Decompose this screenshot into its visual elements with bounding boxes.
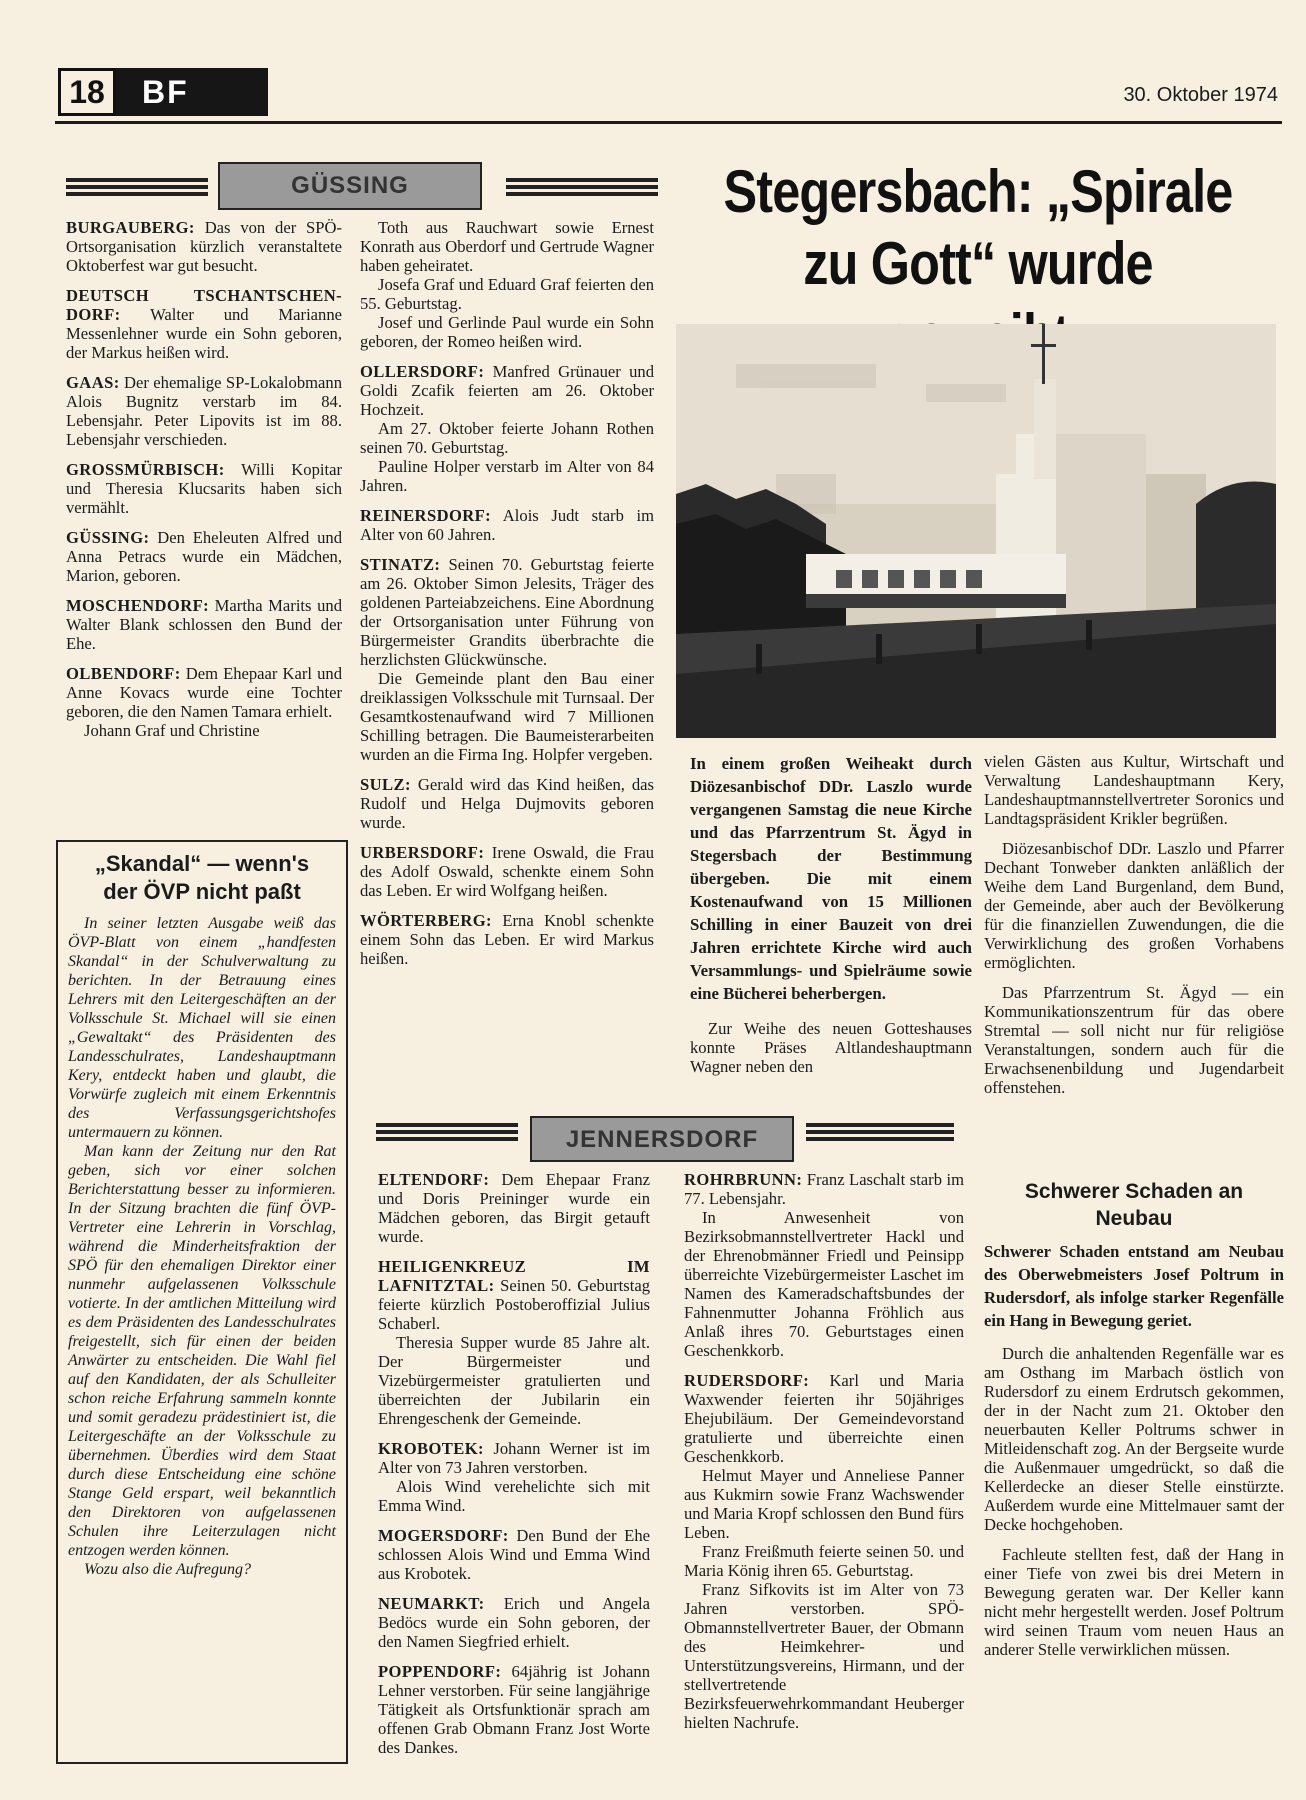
news-item-text: Manfred Grünauer und Goldi Zcafik feierten am 26. Oktober Hochzeit. <box>360 362 654 419</box>
news-item <box>66 286 342 362</box>
news-item-text: Josefa Graf und Eduard Graf feierten den 55. Geburtstag. <box>360 275 654 313</box>
main-article-paragraph: Das Pfarrzentrum St. Ägyd — ein Kommunikationszentrum für das obere Stremtal — soll nicht nur für religiöse Veranstaltungen, sondern auch für die Erwachsenenbildung und Jugendarbeit offenstehen. <box>984 983 1284 1097</box>
news-item-text: Seinen 70. Geburtstag feierte am 26. Oktober Simon Jelesits, Träger des goldenen Parteiabzeichens. Eine Abordnung der Ortsorganisation unter Führung von Bürgermeister Grandits überbrachte die herzlichsten Glückwünsche. <box>360 555 654 669</box>
damage-article-lead: Schwerer Schaden entstand am Neubau des Oberwebmeisters Josef Poltrum in Rudersdorf, als infolge starker Regenfälle ein Hang in Bewegung geriet. <box>984 1242 1284 1330</box>
news-item <box>66 218 342 275</box>
news-item <box>66 664 342 721</box>
news-item-place: POPPENDORF: <box>378 1662 502 1681</box>
main-article-right-column <box>984 752 1284 1108</box>
news-item-place: WÖRTERBERG: <box>360 911 492 930</box>
news-column-jennersdorf-1 <box>378 1170 650 1760</box>
news-item-text: Helmut Mayer und Anneliese Panner aus Kukmirn sowie Franz Wachswender und Maria Kropf schlossen den Bund fürs Leben. <box>684 1466 964 1542</box>
news-item <box>360 419 654 457</box>
news-item-text: Dem Ehepaar Karl und Anne Kovacs wurde eine Tochter geboren, die den Namen Tamara erhielt. <box>66 664 342 721</box>
news-item-place: GAAS: <box>66 373 120 392</box>
news-item-place: KROBOTEK: <box>378 1439 484 1458</box>
news-item <box>360 275 654 313</box>
damage-article-paragraph: Durch die anhaltenden Regenfälle war es am Osthang im Marbach östlich von Rudersdorf zu einem Erdrutsch gekommen, der in der Nacht zum 21. Oktober den neuerbauten Keller Poltrums schwer in Mitleidenschaft zog. An der Bergseite wurde die Außenmauer umgedrückt, so daß die Kellerdecke an dieser Stelle einstürzte. Außerdem wurde eine Mittelmauer samt der Decke hochgehoben. <box>984 1344 1284 1534</box>
issue-date: 30. Oktober 1974 <box>1123 84 1278 106</box>
news-item <box>360 669 654 764</box>
news-item-place: DEUTSCH TSCHANTSCHEN-DORF: <box>66 286 342 324</box>
news-item-text: Karl und Maria Waxwender feierten ihr 50jähriges Ehejubiläum. Der Gemeindevorstand gratulierte und überreichte einen Geschenkkorb. <box>684 1371 964 1466</box>
news-item-text: 64jährig ist Johann Lehner verstorben. Für seine langjährige Tätigkeit als Ortsfunktionär sprach am offenen Grab Obmann Franz Jost Worte des Dankes. <box>378 1662 650 1757</box>
section-label-jennersdorf: JENNERSDORF <box>530 1116 794 1162</box>
news-item <box>66 460 342 517</box>
news-item <box>684 1371 964 1466</box>
news-item-text: Gerald wird das Kind heißen, das Rudolf und Helga Dujmovits geboren wurde. <box>360 775 654 832</box>
news-item <box>66 373 342 449</box>
news-item-text: Franz Freißmuth feierte seinen 50. und Maria König ihren 65. Geburtstag. <box>684 1542 964 1580</box>
page-number-bar <box>58 68 268 116</box>
editorial-paragraph: Man kann der Zeitung nur den Rat geben, sich vor einer solchen Berichterstattung besser zu informieren. In der Sitzung brachten die fünf ÖVP-Vertreter eine Lehrerin in Vorschlag, während die Minderheitsfraktion der SPÖ für den ehemaligen Direktor einer nunmehr aufgelassenen Volksschule votierte. In der amtlichen Mitteilung wird es dem Präsidenten des Landesschulrates freigestellt, sich für einen der beiden Anwärter zu entscheiden. Die Wahl fiel auf den Kandidaten, der als Schulleiter schon reiche Erfahrung sammeln konnte und somit geradezu prädestiniert ist, die Leitergeschäfte an der Volksschule zu übernehmen. Überdies wird dem Staat durch diese Entscheidung eine schöne Stange Geld erspart, weil bekanntlich den Direktoren von aufgelassenen Schulen ihre Leiterzulagen nicht entzogen werden können. <box>68 1143 336 1559</box>
news-item <box>360 457 654 495</box>
editorial-headline-line2: der ÖVP nicht paßt <box>103 879 301 904</box>
news-item <box>66 721 342 740</box>
header-rule <box>55 121 1282 124</box>
news-item <box>360 313 654 351</box>
news-item-text: Martha Marits und Walter Blank schlossen den Bund der Ehe. <box>66 596 342 653</box>
news-item <box>360 218 654 275</box>
damage-article-paragraph: Fachleute stellten fest, daß der Hang in einer Tiefe von zwei bis drei Metern in Bewegung geraten war. Der Keller kann nicht mehr hergestellt werden. Josef Poltrum wird seinen Traum vom neuen Haus an anderer Stelle verwirklichen müssen. <box>984 1545 1284 1659</box>
main-article-paragraph: Diözesanbischof DDr. Laszlo und Pfarrer Dechant Tonweber dankten anläßlich der Weihe dem Land Burgenland, dem Bund, der Gemeinde, aber auch der Bevölkerung für die finanziellen Zuwendungen, die die Verwirklichung des großen Vorhabens ermöglichten. <box>984 839 1284 972</box>
damage-headline-line1: Schwerer Schaden an <box>1024 1180 1244 1203</box>
damage-article-body <box>984 1344 1284 1659</box>
news-item-text: Johann Graf und Christine <box>84 721 260 740</box>
news-item <box>66 528 342 585</box>
news-item-text: Seinen 50. Geburtstag feierte kürzlich Postoberoffizial Julius Schaberl. <box>378 1276 650 1333</box>
news-item-place: MOSCHENDORF: <box>66 596 210 615</box>
church-photo <box>676 324 1276 738</box>
news-item <box>360 362 654 419</box>
damage-article <box>984 1178 1284 1670</box>
news-item-place: URBERSDORF: <box>360 843 485 862</box>
main-headline-line1: Stegersbach: „Spirale <box>723 158 1233 225</box>
news-item-place: STINATZ: <box>360 555 441 574</box>
editorial-headline <box>68 850 336 906</box>
news-item <box>378 1662 650 1757</box>
news-item <box>684 1170 964 1208</box>
news-item-place: HEILIGENKREUZ IM LAFNITZTAL: <box>378 1257 650 1295</box>
news-item-text: Alois Judt starb im Alter von 60 Jahren. <box>360 506 654 544</box>
news-item-text: Irene Oswald, die Frau des Adolf Oswald, schenkte einem Sohn das Leben. Er wird Wolfgang heißen. <box>360 843 654 900</box>
news-item-text: In Anwesenheit von Bezirksobmannstellvertreter Hackl und der Ehrenobmänner Friedl und Peinsipp überreichte Vizebürgermeister Laschet im Namen des Kameradschaftsbundes der Fahnenmutter Johanna Fröhlich aus Anlaß ihres 70. Geburtstages einen Geschenkkorb. <box>684 1208 964 1360</box>
section-bar-left <box>66 178 208 196</box>
news-item-place: NEUMARKT: <box>378 1594 485 1613</box>
news-item-text: Pauline Holper verstarb im Alter von 84 Jahren. <box>360 457 654 495</box>
news-item-place: OLBENDORF: <box>66 664 181 683</box>
news-item-text: Alois Wind verehelichte sich mit Emma Wind. <box>378 1477 650 1515</box>
news-item <box>684 1466 964 1542</box>
news-item-text: Walter und Marianne Messenlehner wurde ein Sohn geboren, der Markus heißen wird. <box>66 305 342 362</box>
section-bar-right <box>806 1123 954 1141</box>
news-item <box>360 775 654 832</box>
editorial-paragraph: Wozu also die Aufregung? <box>84 1561 251 1578</box>
news-item-place: RUDERSDORF: <box>684 1371 810 1390</box>
news-item-place: BURGAUBERG: <box>66 218 195 237</box>
news-item-text: Die Gemeinde plant den Bau einer dreiklassigen Volksschule mit Turnsaal. Der Gesamtkostenaufwand wird 7 Millionen Schilling betragen. Die Baumeisterarbeiten wurden an die Firma Ing. Holpfer vergeben. <box>360 669 654 764</box>
page-number: 18 <box>58 68 116 116</box>
news-item-place: SULZ: <box>360 775 411 794</box>
news-column-guessing-2 <box>360 218 654 1070</box>
news-item-text: Toth aus Rauchwart sowie Ernest Konrath aus Oberdorf und Gertrude Wagner haben geheiratet. <box>360 218 654 275</box>
news-item <box>378 1257 650 1333</box>
section-bar-right <box>506 178 658 196</box>
main-article-body-left: Zur Weihe des neuen Gotteshauses konnte Präses Altlandeshauptmann Wagner neben den <box>690 1019 972 1076</box>
news-item-text: Der ehemalige SP-Lokalobmann Alois Bugnitz verstarb im 84. Lebensjahr. Peter Lipovits ist im 88. Lebensjahr verschieden. <box>66 373 342 449</box>
news-item <box>684 1580 964 1732</box>
news-item-place: REINERSDORF: <box>360 506 492 525</box>
news-item-text: Am 27. Oktober feierte Johann Rothen seinen 70. Geburtstag. <box>360 419 654 457</box>
news-item-text: Erna Knobl schenkte einem Sohn das Leben. Er wird Markus heißen. <box>360 911 654 968</box>
news-item-text: Willi Kopitar und Theresia Klucsarits haben sich vermählt. <box>66 460 342 517</box>
news-item-text: Den Bund der Ehe schlossen Alois Wind und Emma Wind aus Krobotek. <box>378 1526 650 1583</box>
news-item-place: GÜSSING: <box>66 528 150 547</box>
editorial-paragraph: In seiner letzten Ausgabe weiß das ÖVP-Blatt von einem „handfesten Skandal“ in der Schulverwaltung zu berichten. In der Betrauung eines Lehrers mit den Leitergeschäften an der Volksschule St. Michael will sie einen „Gewaltakt“ des Präsidenten des Landesschulrates, Landeshauptmann Kery, entdeckt haben und glaubt, die Vorwürfe zugleich mit einem Erkenntnis des Verfassungsgerichtshofes untermauern zu können. <box>68 915 336 1141</box>
news-item-place: ROHRBRUNN: <box>684 1170 803 1189</box>
main-article-lead: In einem großen Weiheakt durch Diözesanbischof DDr. Laszlo wurde vergangenen Samstag die neue Kirche und das Pfarrzentrum St. Ägyd in Stegersbach der Bestimmung übergeben. Die mit einem Kostenaufwand von 15 Millionen Schilling in einer Bauzeit von drei Jahren errichtete Kirche wird auch Versammlungs- und Spielräume sowie eine Bücherei beherbergen. <box>690 754 972 1003</box>
news-item-text: Erich und Angela Bedöcs wurde ein Sohn geboren, der den Namen Siegfried erhielt. <box>378 1594 651 1651</box>
church-photo-image <box>676 324 1276 738</box>
news-item <box>378 1477 650 1515</box>
news-item <box>360 843 654 900</box>
news-item-text: Den Eheleuten Alfred und Anna Petracs wurde ein Mädchen, Marion, geboren. <box>66 528 342 585</box>
news-item-text: Franz Sifkovits ist im Alter von 73 Jahren verstorben. SPÖ-Obmannstellvertreter Bauer, der Obmann des Heimkehrer- und Unterstützungsvereins, Hirmann, und der stellvertretende Bezirksfeuerwehrkommandant Heuberger hielten Nachrufe. <box>684 1580 964 1732</box>
news-item-place: ELTENDORF: <box>378 1170 490 1189</box>
news-item <box>360 911 654 968</box>
editorial-headline-line1: „Skandal“ — wenn's <box>94 851 310 876</box>
news-item <box>684 1542 964 1580</box>
news-item <box>378 1526 650 1583</box>
news-column-guessing-1 <box>66 218 342 818</box>
news-item <box>378 1594 650 1651</box>
news-item <box>378 1333 650 1428</box>
damage-headline-line2: Neubau <box>1095 1207 1173 1230</box>
news-item-place: GROSSMÜRBISCH: <box>66 460 225 479</box>
section-label-guessing: GÜSSING <box>218 162 482 210</box>
news-item <box>360 506 654 544</box>
main-headline-line2: zu Gott“ wurde <box>803 230 1153 297</box>
news-item <box>66 596 342 653</box>
news-item-place: OLLERSDORF: <box>360 362 485 381</box>
news-item <box>684 1208 964 1360</box>
news-item-place: MOGERSDORF: <box>378 1526 509 1545</box>
news-item-text: Johann Werner ist im Alter von 73 Jahren verstorben. <box>378 1439 650 1477</box>
main-article-paragraph: vielen Gästen aus Kultur, Wirtschaft und Verwaltung Landeshauptmann Kery, Landeshauptmannstellvertreter Soronics und Landtagspräsident Krikler begrüßen. <box>984 752 1284 828</box>
editorial-body <box>68 914 336 1579</box>
news-column-jennersdorf-2 <box>684 1170 964 1760</box>
news-item <box>378 1439 650 1477</box>
news-item-text: Theresia Supper wurde 85 Jahre alt. Der Bürgermeister und Vizebürgermeister gratulierten und überreichten der Jubilarin ein Ehrengeschenk der Gemeinde. <box>378 1333 650 1428</box>
news-item-text: Franz Laschalt starb im 77. Lebensjahr. <box>684 1170 964 1208</box>
section-bar-left <box>376 1123 518 1141</box>
section-label: BF <box>142 73 189 110</box>
news-item-text: Josef und Gerlinde Paul wurde ein Sohn geboren, der Romeo heißen wird. <box>360 313 654 351</box>
damage-article-headline <box>984 1178 1284 1232</box>
main-article-left-column <box>690 752 972 1076</box>
news-item <box>378 1170 650 1246</box>
news-item <box>360 555 654 669</box>
news-item-text: Das von der SPÖ-Ortsorganisation kürzlich veranstaltete Oktoberfest war gut besucht. <box>66 218 343 275</box>
editorial-box <box>56 840 348 1764</box>
news-item-text: Dem Ehepaar Franz und Doris Preininger wurde ein Mädchen geboren, das Birgit getauft wurde. <box>378 1170 650 1246</box>
